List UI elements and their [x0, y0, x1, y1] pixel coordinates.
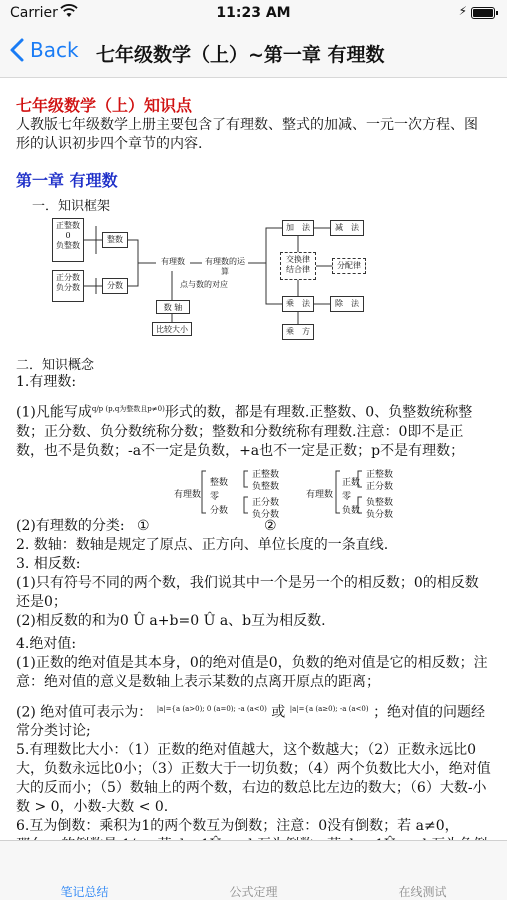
intro-text: 人教版七年级数学上册主要包含了有理数、整式的加减、一元一次方程、图形的认识初步四个章节的内容. [16, 117, 478, 152]
chevron-left-icon [10, 38, 24, 62]
opposite-title: 3. 相反数: [16, 555, 81, 572]
diagram-box-distributive: 分配律 [332, 258, 366, 274]
back-label: Back [30, 38, 79, 62]
item-rational-title: 1.有理数: [16, 374, 77, 390]
diagram-box-power: 乘 方 [282, 324, 314, 340]
abs-formula-piecewise-1: |a|={a (a>0); 0 (a=0); -a (a<0) [156, 704, 267, 713]
notes-content[interactable] [0, 79, 507, 839]
diagram-box-compare: 比较大小 [152, 322, 192, 336]
diagram-box-integer: 整数 [102, 232, 128, 248]
absolute-value-formula: (2) 绝对值可表示为： $^{|a|=\{a (a>0); 0 (a=0); -a (a<0)}$ 或 $^{|a|=\{a (a\ge 0); -a (a<0)}$ ；绝对值的问题经常分类讨论; [16, 704, 486, 740]
diagram-label-rational: 有理数 [156, 255, 190, 271]
diagram-box-integers: 正整数 0 负整数 [52, 218, 84, 262]
opposite-definition-2: (2)相反数的和为0 Û a+b=0 Û a、b互为相反数. [16, 612, 326, 629]
carrier-label: Carrier [10, 5, 58, 21]
rational-definition: (1)凡能写成$^{q/p (p,q为整数且p\ne 0)}$形式的数，都是有理数.正整数、0、负整数统称整数；正分数、负分数统称分数；整数和分数统称有理数.注意：0即不是正数，也不是负数；-a不一定是负数，+a也不一定是正数；p不是有理数； [16, 404, 473, 459]
diagram-box-fractions: 正分数 负分数 [52, 270, 84, 302]
section-concepts-title: 二．知识概念 [16, 358, 95, 373]
status-time: 11:23 AM [216, 5, 291, 21]
compare-rules: 5.有理数比大小：（1）正数的绝对值越大，这个数越大；（2）正数永远比0大，负数永远比0小；（3）正数大于一切负数；（4）两个负数比大小，绝对值大的反而小；（5）数轴上的两个数，右边的数总比左边的数大；（6）大数-小数 > 0，小数-大数 < 0. [16, 742, 491, 816]
diagram-label-operations: 有理数的运算 [202, 255, 248, 271]
fraction-formula: q/p (p,q为整数且p≠0) [91, 405, 165, 413]
status-bar [0, 0, 507, 28]
absolute-value-definition: (1)正数的绝对值是其本身，0的绝对值是0，负数的绝对值是它的相反数；注意：绝对值的意义是数轴上表示某数的点离开原点的距离； [16, 654, 488, 690]
page-title: 七年级数学（上）~第一章 有理数 [96, 44, 385, 66]
diagram-box-addition: 加 法 [282, 220, 314, 236]
abs-formula-piecewise-2: |a|={a (a≥0); -a (a<0) [289, 704, 369, 713]
diagram-label-correspondence: 点与数的对应 [174, 278, 234, 290]
diagram-box-laws: 交换律 结合律 [280, 252, 316, 280]
absolute-value-title: 4.绝对值: [16, 635, 77, 652]
reciprocal-definition: 6.互为倒数：乘积为1的两个数互为倒数；注意：0没有倒数；若 a≠0， [16, 818, 459, 835]
diagram-box-number-line: 数 轴 [156, 300, 190, 314]
main-heading: 七年级数学（上）知识点 [16, 96, 193, 115]
diagram-box-fraction: 分数 [102, 278, 128, 294]
charging-icon: ⚡ [458, 4, 467, 18]
diagram-box-subtraction: 减 法 [330, 220, 364, 236]
classification-label-line: (2)有理数的分类: ① ② [16, 517, 277, 534]
tab-notes[interactable]: 笔记总结 [60, 885, 109, 899]
diagram-box-division: 除 法 [330, 296, 364, 312]
diagram-box-multiplication: 乘 法 [282, 296, 314, 312]
number-line-definition: 2. 数轴：数轴是规定了原点、正方向、单位长度的一条直线. [16, 536, 389, 553]
knowledge-framework-diagram [52, 218, 472, 348]
tab-online-test[interactable]: 在线测试 [398, 885, 447, 899]
chapter-heading: 第一章 有理数 [16, 171, 118, 190]
opposite-definition-1: (1)只有符号不同的两个数，我们说其中一个是另一个的相反数；0的相反数还是0； [16, 574, 479, 610]
tab-formulas[interactable]: 公式定理 [229, 885, 278, 899]
tab-bar [0, 840, 507, 900]
battery-icon [471, 7, 495, 19]
back-button[interactable] [10, 38, 79, 62]
navigation-bar [0, 28, 507, 78]
classification-diagrams: 有理数 整数 正整数 零 负整数 分数 正分数 负分数 有理数 正数 正整数 正分数 零 负数 负整数 负分数 [16, 467, 491, 517]
section-framework-title: 一．知识框架 [32, 199, 111, 214]
